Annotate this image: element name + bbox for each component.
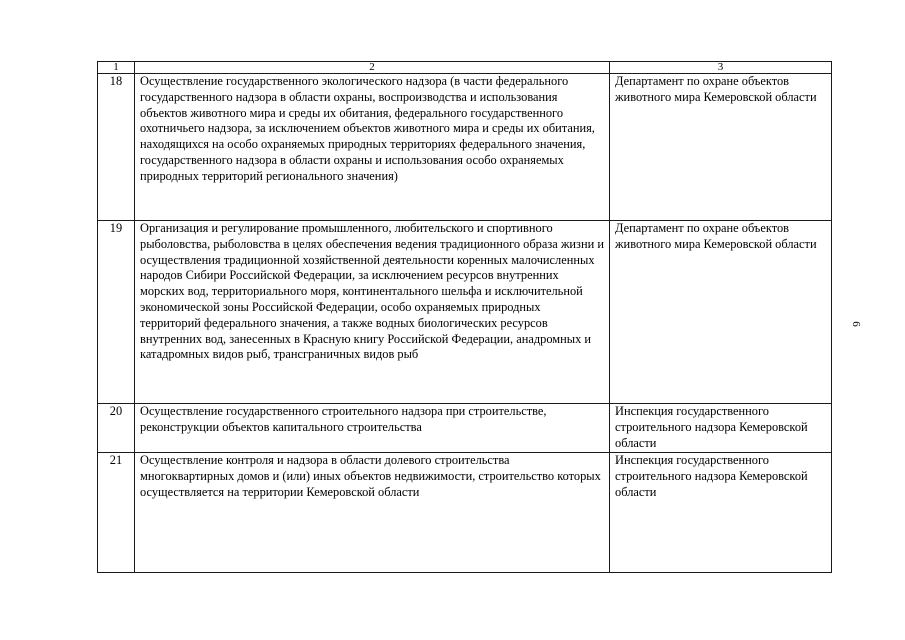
page-number: 6 bbox=[850, 321, 862, 327]
header-cell-description: 2 bbox=[135, 62, 610, 74]
row-authority: Инспекция государственного строительного надзора Кемеровской области bbox=[610, 453, 832, 573]
row-authority: Инспекция государственного строительного надзора Кемеровской области bbox=[610, 404, 832, 453]
table-row bbox=[98, 453, 832, 573]
functions-table bbox=[97, 61, 832, 573]
row-number: 18 bbox=[98, 74, 135, 221]
table-row bbox=[98, 221, 832, 404]
table-row bbox=[98, 74, 832, 221]
row-number: 19 bbox=[98, 221, 135, 404]
row-authority: Департамент по охране объектов животного мира Кемеровской области bbox=[610, 221, 832, 404]
header-cell-authority: 3 bbox=[610, 62, 832, 74]
row-description: Осуществление контроля и надзора в области долевого строительства многоквартирных домов и (или) иных объектов недвижимости, строительство которых осуществляется на территории Кемеровской области bbox=[135, 453, 610, 573]
row-number: 21 bbox=[98, 453, 135, 573]
row-authority: Департамент по охране объектов животного мира Кемеровской области bbox=[610, 74, 832, 221]
row-number: 20 bbox=[98, 404, 135, 453]
row-description: Осуществление государственного экологического надзора (в части федерального государственного надзора в области охраны, воспроизводства и использования объектов животного мира и среды их обитания, федерального государственного охотничьего надзора, за исключением объектов животного мира и среды их обитания, находящихся на особо охраняемых природных территориях федерального значения, государственного надзора в области охраны и использования особо охраняемых природных территорий регионального значения) bbox=[135, 74, 610, 221]
table-header-row bbox=[98, 62, 832, 74]
row-description: Осуществление государственного строительного надзора при строительстве, реконструкции объектов капитального строительства bbox=[135, 404, 610, 453]
header-cell-number: 1 bbox=[98, 62, 135, 74]
row-description: Организация и регулирование промышленного, любительского и спортивного рыболовства, рыболовства в целях обеспечения ведения традиционного образа жизни и осуществления традиционной хозяйственной деятельности коренных малочисленных народов Сибири Российской Федерации, за исключением ресурсов внутренних морских вод, территориального моря, континентального шельфа и исключительной экономической зоны Российской Федерации, особо охраняемых природных территорий федерального значения, а также водных биологических ресурсов внутренних вод, занесенных в Красную книгу Российской Федерации, анадромных и катадромных видов рыб, трансграничных видов рыб bbox=[135, 221, 610, 404]
table-row bbox=[98, 404, 832, 453]
